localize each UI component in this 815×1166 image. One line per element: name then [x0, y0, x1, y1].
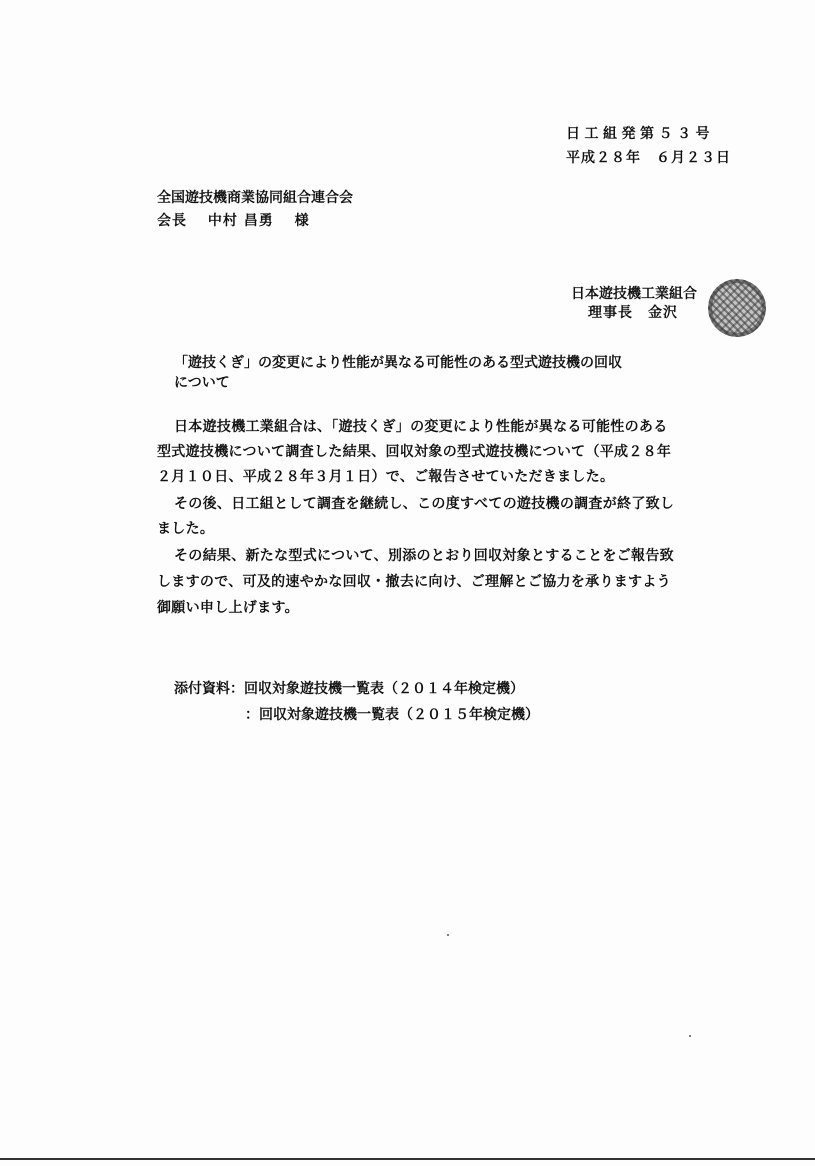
body-paragraph-line: 日本遊技機工業組合は、「遊技くぎ」の変更により性能が異なる可能性のある — [174, 419, 668, 435]
subject-line-2: について — [174, 375, 230, 391]
body-paragraph-line: ました。 — [157, 521, 215, 537]
body-paragraph-line: ２月１０日、平成２８年３月１日）で、ご報告させていただきました。 — [157, 469, 615, 485]
scan-edge-line — [0, 1158, 815, 1160]
recipient-person: 会長 中村 昌勇 様 — [157, 213, 310, 229]
sender-organization: 日本遊技機工業組合 — [571, 286, 697, 302]
sender-person: 理事長 金沢 — [588, 305, 678, 321]
recipient-organization: 全国遊技機商業協同組合連合会 — [157, 190, 353, 206]
scan-artifact-dot — [689, 1035, 691, 1037]
attachment-line-1: 添付資料：回収対象遊技機一覧表（２０１４年検定機） — [174, 681, 524, 697]
document-number: 日工組発第５３号 — [566, 126, 714, 142]
body-paragraph-line: 御願い申し上げます。 — [157, 600, 299, 616]
body-paragraph-line: その後、日工組として調査を継続し、この度すべての遊技機の調査が終了致し — [174, 496, 675, 512]
scan-artifact-dot — [447, 934, 449, 936]
document-date: 平成２８年 ６月２３日 — [566, 150, 731, 166]
attachment-line-2: ：回収対象遊技機一覧表（２０１５年検定機） — [245, 707, 539, 723]
body-paragraph-line: 型式遊技機について調査した結果、回収対象の型式遊技機について（平成２８年 — [157, 444, 672, 460]
body-paragraph-line: しますので、可及的速やかな回収・撤去に向け、ご理解とご協力を承りますよう — [157, 574, 671, 590]
subject-line-1: 「遊技くぎ」の変更により性能が異なる可能性のある型式遊技機の回収 — [174, 355, 622, 371]
body-paragraph-line: その結果、新たな型式について、別添のとおり回収対象とすることをご報告致 — [174, 548, 674, 564]
official-seal-stamp — [708, 279, 766, 337]
